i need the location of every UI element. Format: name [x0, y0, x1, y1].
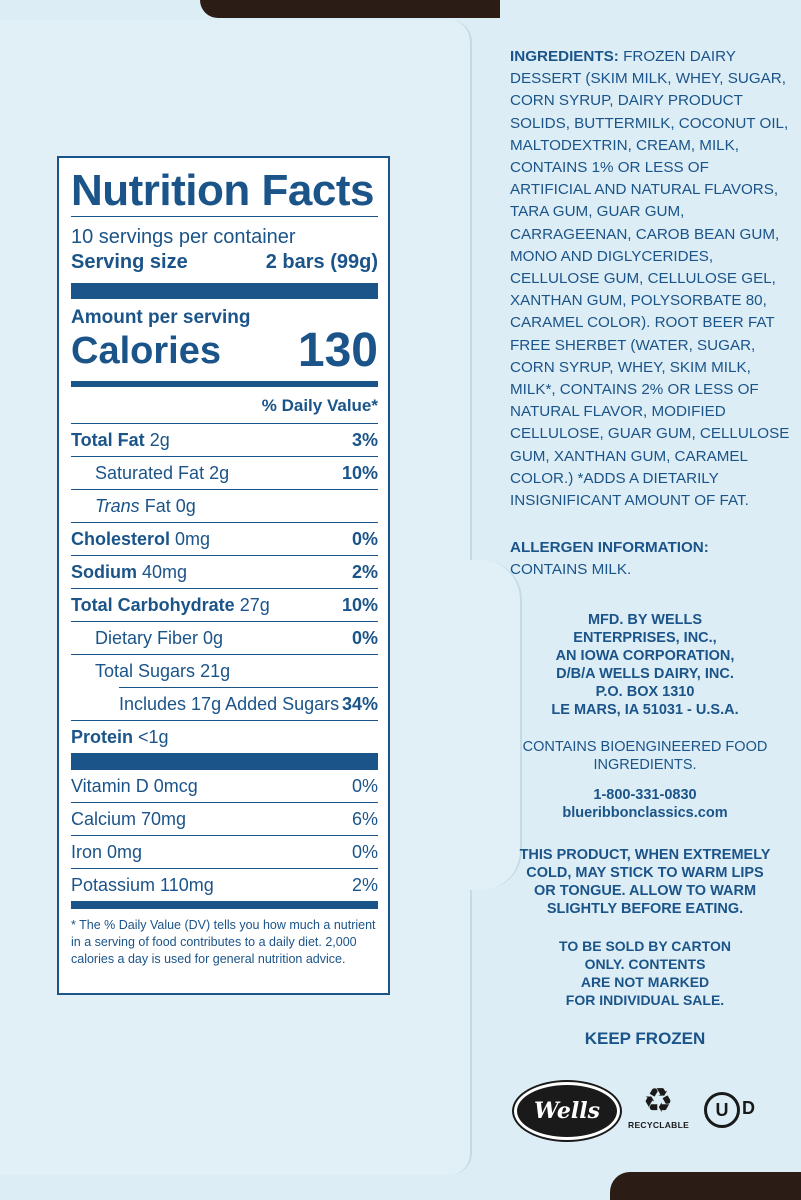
daily-value-footnote: * The % Daily Value (DV) tells you how much a nutrient in a serving of food contributes to a daily diet. 2,000 calories a day is used for general nutrition advice.: [71, 918, 376, 966]
recycle-icon: ♻: [642, 1082, 674, 1120]
manufacturer-line: LE MARS, IA 51031 - U.S.A.: [551, 702, 739, 718]
nutrient-pct: 0%: [351, 528, 378, 549]
nutrient-pct: 3%: [351, 429, 378, 450]
nutrient-label: Sodium: [71, 561, 137, 582]
thick-divider: [71, 283, 378, 299]
daily-value-header: % Daily Value*: [261, 396, 378, 415]
nutrient-amount: 2g: [209, 462, 230, 483]
warning-block: [505, 846, 785, 918]
nutrient-label: Cholesterol: [71, 528, 171, 549]
divider: [71, 216, 378, 217]
vitamin-pct: 0%: [351, 775, 378, 796]
vitamin-label: Potassium 110mg: [71, 874, 214, 895]
nutrient-row-cholesterol: [71, 522, 378, 555]
nutrient-label: Saturated Fat: [95, 462, 205, 483]
nutrient-row-total-carbohydrate: [71, 588, 378, 621]
carton-corner-top: [200, 0, 500, 18]
serving-size-value: 2 bars (99g): [265, 251, 378, 273]
bioengineered-notice: [505, 738, 785, 774]
nutrient-amount: 21g: [200, 660, 231, 681]
nutrient-label: Dietary Fiber: [95, 627, 199, 648]
nutrient-row-total-sugars: [71, 654, 378, 687]
warning-line: THIS PRODUCT, WHEN EXTREMELY: [519, 847, 771, 863]
nutrient-row-protein: [71, 720, 378, 753]
website: blueribbonclassics.com: [562, 805, 728, 821]
carton-notice: [505, 937, 785, 1009]
allergen-text: CONTAINS MILK.: [510, 561, 632, 578]
nutrient-row-trans-fat: [71, 489, 378, 522]
calories-label: Calories: [71, 330, 221, 372]
recyclable-label: RECYCLABLE: [628, 1120, 690, 1130]
contact-block: [505, 786, 785, 822]
manufacturer-line: P.O. BOX 1310: [595, 684, 695, 700]
manufacturer-line: MFD. BY WELLS: [587, 612, 703, 628]
nutrition-facts-label: [57, 156, 390, 995]
nutrient-row-total-fat: [71, 423, 378, 456]
recyclable-mark: [628, 1082, 688, 1130]
carton-notice-line: FOR INDIVIDUAL SALE.: [565, 992, 725, 1008]
vitamin-row-potassium: [71, 868, 378, 901]
logo-row: [510, 1080, 790, 1140]
vitamin-row-calcium: [71, 802, 378, 835]
servings-per-container: 10 servings per container: [71, 226, 296, 248]
wells-logo: Wells: [514, 1082, 620, 1140]
nutrient-pct: 0%: [351, 627, 378, 648]
carton-flap: [455, 560, 522, 890]
amount-per-serving: Amount per serving: [71, 307, 251, 328]
nutrient-amount: Fat 0g: [144, 495, 196, 516]
vitamin-row-iron: [71, 835, 378, 868]
bioengineered-line: CONTAINS BIOENGINEERED FOOD: [522, 739, 768, 755]
serving-size-label: Serving size: [71, 251, 188, 273]
kosher-u-icon: U: [704, 1092, 740, 1128]
nutrient-pct: 2%: [351, 561, 378, 582]
carton-notice-line: ARE NOT MARKED: [580, 974, 710, 990]
ingredients-block: [510, 46, 790, 512]
vitamin-label: Iron 0mg: [71, 841, 143, 862]
nutrient-pct: 10%: [341, 462, 378, 483]
nutrient-label: Total Sugars: [95, 660, 196, 681]
vitamin-row-vitamin-d: [71, 769, 378, 802]
thick-divider: [71, 753, 378, 769]
warning-line: COLD, MAY STICK TO WARM LIPS: [526, 865, 764, 881]
vitamin-pct: 6%: [351, 808, 378, 829]
serving-size: [71, 249, 378, 275]
nutrient-amount: 40mg: [142, 561, 188, 582]
nutrient-amount: 0mg: [175, 528, 211, 549]
warning-line: SLIGHTLY BEFORE EATING.: [546, 901, 744, 917]
nutrient-row-added-sugars: [119, 687, 378, 720]
nutrient-label: Trans: [95, 495, 140, 516]
manufacturer-block: [505, 611, 785, 719]
nutrient-label: Total Carbohydrate: [71, 594, 235, 615]
manufacturer-line: ENTERPRISES, INC.,: [573, 630, 717, 646]
vitamin-pct: 0%: [351, 841, 378, 862]
nutrient-row-sodium: [71, 555, 378, 588]
manufacturer-line: D/B/A WELLS DAIRY, INC.: [556, 666, 734, 682]
calories-value: 130: [297, 324, 378, 377]
nutrient-label: Total Fat: [71, 429, 145, 450]
kosher-dairy-letter: D: [742, 1098, 755, 1118]
nutrient-pct: 34%: [341, 693, 378, 714]
vitamin-label: Vitamin D 0mcg: [71, 775, 198, 796]
vitamin-pct: 2%: [351, 874, 378, 895]
allergen-label: ALLERGEN INFORMATION:: [510, 539, 709, 556]
nutrient-label: Includes 17g Added Sugars: [119, 693, 340, 714]
carton-notice-line: ONLY. CONTENTS: [584, 956, 706, 972]
keep-frozen: KEEP FROZEN: [584, 1029, 706, 1048]
bioengineered-line: INGREDIENTS.: [593, 757, 697, 773]
nutrient-amount: 0g: [203, 627, 224, 648]
ingredients-text: FROZEN DAIRY DESSERT (SKIM MILK, WHEY, SUGAR, CORN SYRUP, DAIRY PRODUCT SOLIDS, BUTTERMILK, COCONUT OIL, MALTODEXTRIN, CREAM, MILK, CONTAINS 1% OR LESS OF ARTIFICIAL AND NATURAL FLAVORS, TARA GUM, GUAR GUM, CARRAGEENAN, CAROB BEAN GUM, MONO AND DIGLYCERIDES, CELLULOSE GUM, CELLULOSE GEL, XANTHAN GUM, POLYSORBATE 80, CARAMEL COLOR). ROOT BEER FAT FREE SHERBET (WATER, SUGAR, CORN SYRUP, WHEY, SKIM MILK, MILK*, CONTAINS 2% OR LESS OF NATURAL FLAVOR, MODIFIED CELLULOSE, GUAR GUM, CELLULOSE GUM, XANTHAN GUM, CARAMEL COLOR.) *ADDS A DIETARILY INSIGNIFICANT AMOUNT OF FAT.: [510, 48, 790, 510]
nutrition-title: Nutrition Facts: [71, 166, 374, 215]
nutrient-pct: 10%: [341, 594, 378, 615]
manufacturer-line: AN IOWA CORPORATION,: [555, 648, 735, 664]
ingredients-label: INGREDIENTS:: [510, 48, 619, 65]
nutrient-label: Protein: [71, 726, 134, 747]
allergen-block: [510, 537, 790, 581]
nutrient-amount: 27g: [239, 594, 270, 615]
carton-notice-line: TO BE SOLD BY CARTON: [559, 938, 731, 954]
carton-corner-bottom: [610, 1172, 801, 1200]
nutrient-amount: <1g: [138, 726, 169, 747]
nutrient-row-saturated-fat: [71, 456, 378, 489]
medium-divider: [71, 901, 378, 909]
nutrient-row-dietary-fiber: [71, 621, 378, 654]
vitamin-label: Calcium 70mg: [71, 808, 187, 829]
phone-number: 1-800-331-0830: [593, 787, 697, 803]
warning-line: OR TONGUE. ALLOW TO WARM: [533, 883, 757, 899]
calories: [71, 324, 378, 377]
nutrient-amount: 2g: [149, 429, 170, 450]
